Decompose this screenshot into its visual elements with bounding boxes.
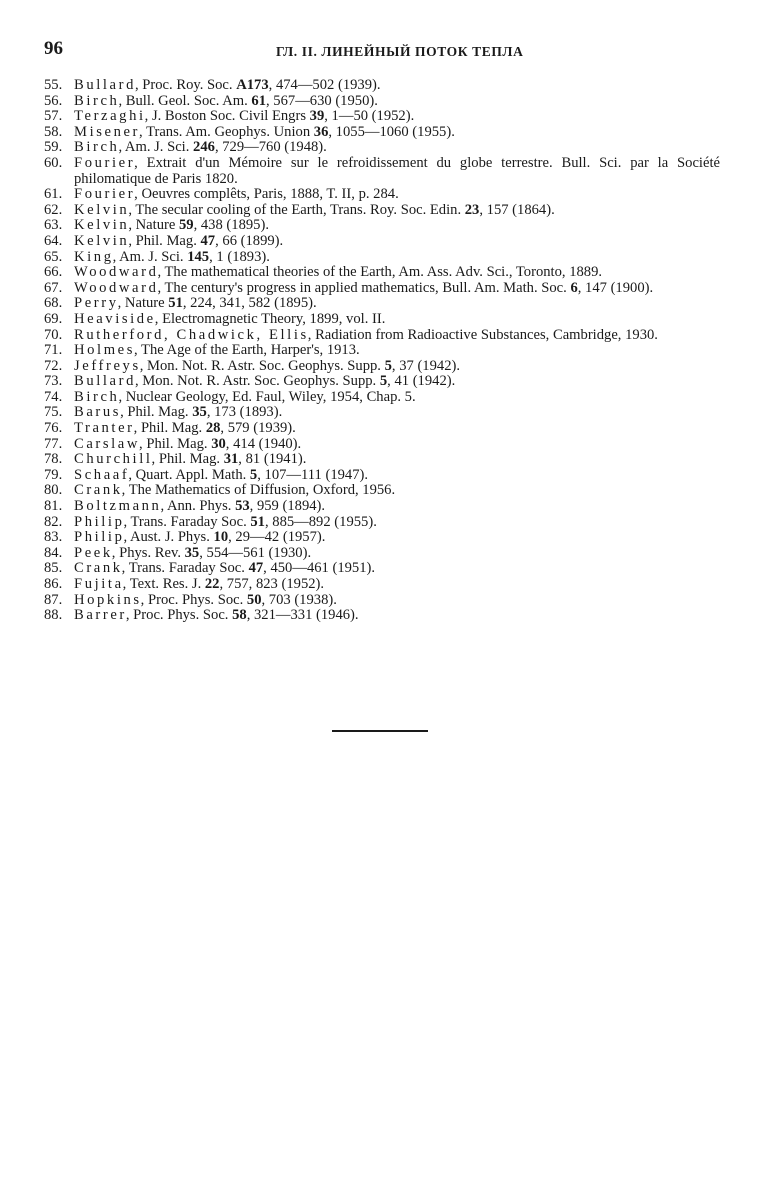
reference-pages-year: , 1055—1060 (1955). [328,123,455,140]
reference-source: , The century's progress in applied mathematics, Bull. Am. Math. Soc. [157,279,571,296]
reference-text [74,234,720,250]
reference-source: , Nuclear Geology, Ed. Faul, Wiley, 1954, Chap. 5. [118,388,416,405]
reference-volume: 35 [184,544,200,561]
reference-source: , Oeuvres complêts, Paris, 1888, T. II, p. 284. [134,186,399,203]
reference-text [74,265,720,281]
reference-item [44,468,720,484]
reference-pages-year: , 66 (1899). [215,232,284,249]
reference-source: , Phys. Rev. [111,544,185,561]
reference-source: , Phil. Mag. [151,451,224,468]
reference-author: Birch [74,139,120,156]
reference-source: , The secular cooling of the Earth, Trans. Roy. Soc. Edin. [128,201,465,218]
reference-text [74,109,720,125]
reference-text [74,405,720,421]
reference-text [74,140,720,156]
reference-volume: 246 [193,139,215,156]
reference-author: Fourier [74,154,136,171]
reference-text [74,546,720,562]
reference-source: , Proc. Roy. Soc. [134,77,237,93]
reference-item [44,125,720,141]
reference-item [44,530,720,546]
reference-number: 64. [44,232,63,249]
reference-text [74,390,720,406]
reference-pages-year: , 414 (1940). [225,435,302,452]
reference-author: Crank [74,560,123,577]
reference-item [44,405,720,421]
reference-author: Peek [74,544,113,561]
reference-number: 62. [44,201,63,218]
reference-author: King [74,248,114,265]
reference-pages-year: , 81 (1941). [238,451,307,468]
reference-author: Carslaw [74,435,141,452]
reference-text [74,530,720,546]
reference-text [74,515,720,531]
reference-item [44,94,720,110]
reference-source: , The Age of the Earth, Harper's, 1913. [134,342,360,359]
reference-source: , Phil. Mag. [133,420,206,437]
reference-author: Bullard [74,77,136,93]
reference-text [74,125,720,141]
reference-item [44,281,720,297]
reference-pages-year: , 567—630 (1950). [266,92,378,109]
reference-text [74,468,720,484]
reference-volume: 5 [384,357,392,374]
reference-author: Fujita [74,576,124,592]
reference-volume: 50 [246,591,262,608]
reference-pages-year: , 885—892 (1955). [264,513,377,530]
reference-number: 72. [44,357,63,374]
reference-pages-year: , 1 (1893). [209,248,270,265]
reference-item [44,374,720,390]
reference-number: 83. [44,529,63,546]
reference-number: 68. [44,295,63,312]
reference-author: Churchill [74,451,153,468]
reference-number: 57. [44,108,63,125]
reference-author: Philip [74,529,125,546]
reference-item [44,593,720,609]
reference-volume: 23 [464,201,480,218]
reference-volume: 59 [178,217,194,234]
reference-source: , Trans. Faraday Soc. [123,513,251,530]
reference-volume: A173 [236,77,269,93]
reference-item [44,234,720,250]
reference-volume: 5 [249,466,258,483]
reference-number: 74. [44,388,63,405]
reference-item [44,390,720,406]
reference-volume: 51 [250,513,265,530]
reference-author: Birch [74,92,120,109]
reference-item [44,203,720,219]
reference-source: , Mon. Not. R. Astr. Soc. Geophys. Supp. [134,373,380,390]
reference-author: Heaviside [74,310,156,327]
reference-item [44,78,720,94]
reference-number: 69. [44,310,63,327]
reference-volume: 39 [309,108,325,125]
reference-text [74,561,720,577]
reference-item [44,561,720,577]
reference-number: 61. [44,186,63,203]
reference-item [44,515,720,531]
reference-item [44,265,720,281]
reference-item [44,156,720,187]
reference-volume: 35 [192,404,207,421]
reference-pages-year: , 107—111 (1947). [257,466,369,483]
reference-number: 73. [44,373,63,390]
reference-author: Barrer [74,607,127,624]
reference-number: 81. [44,498,63,515]
reference-text [74,78,720,94]
reference-pages-year: , 224, 341, 582 (1895). [182,295,317,312]
reference-text [74,483,720,499]
reference-item [44,296,720,312]
reference-volume: 47 [200,232,216,249]
reference-source: , Am. J. Sci. [112,248,188,265]
reference-number: 66. [44,264,63,281]
reference-author: Schaaf [74,466,130,483]
reference-item [44,452,720,468]
reference-volume: 145 [187,248,210,265]
reference-source: , Am. J. Sci. [118,139,194,156]
reference-volume: 10 [213,529,229,546]
reference-source: , Mon. Not. R. Astr. Soc. Geophys. Supp. [139,357,385,374]
reference-number: 67. [44,279,63,296]
reference-number: 87. [44,591,63,608]
reference-item [44,250,720,266]
reference-pages-year: , 173 (1893). [206,404,283,421]
reference-text [74,281,720,297]
reference-number: 88. [44,607,63,624]
reference-source: , Text. Res. J. [122,576,205,592]
reference-number: 60. [44,154,63,171]
reference-text [74,250,720,266]
reference-number: 82. [44,513,63,530]
reference-text [74,343,720,359]
reference-pages-year: , 29—42 (1957). [228,529,326,546]
reference-volume: 22 [204,576,220,592]
reference-number: 59. [44,139,63,156]
reference-pages-year: , 321—331 (1946). [246,607,359,624]
reference-author: Birch [74,388,120,405]
reference-text [74,421,720,437]
reference-author: Crank [74,482,123,499]
reference-pages-year: , 757, 823 (1952). [219,576,325,592]
reference-pages-year: , 703 (1938). [261,591,337,608]
reference-number: 76. [44,420,63,437]
reference-item [44,187,720,203]
reference-author: Woodward [74,264,159,281]
reference-author: Fourier [74,186,136,203]
reference-pages-year: , 1—50 (1952). [324,108,415,125]
reference-pages-year: , 147 (1900). [577,279,654,296]
reference-author: Rutherford, Chadwick, Ellis [74,326,309,343]
reference-source: , Trans. Am. Geophys. Union [139,123,314,140]
reference-item [44,577,720,593]
reference-volume: 58 [232,607,247,624]
reference-pages-year: , 37 (1942). [391,357,461,374]
reference-source: , Trans. Faraday Soc. [121,560,249,577]
reference-author: Kelvin [74,217,130,234]
reference-author: Kelvin [74,232,130,249]
reference-item [44,546,720,562]
reference-text [74,296,720,312]
reference-source: , The Mathematics of Diffusion, Oxford, 1956. [121,482,396,499]
reference-list [44,78,720,624]
reference-author: Terzaghi [74,108,146,125]
reference-number: 70. [44,326,63,343]
reference-author: Barus [74,404,122,421]
reference-source: , Electromagnetic Theory, 1899, vol. II. [154,310,386,327]
reference-number: 85. [44,560,63,577]
reference-source: , Nature [128,217,179,234]
reference-item [44,483,720,499]
reference-item [44,499,720,515]
reference-item [44,109,720,125]
reference-text [74,312,720,328]
reference-pages-year: , 157 (1864). [479,201,555,218]
reference-item [44,343,720,359]
reference-author: Holmes [74,342,135,359]
reference-number: 78. [44,451,63,468]
reference-volume: 53 [235,498,250,515]
reference-source: , Proc. Phys. Soc. [140,591,247,608]
reference-text [74,499,720,515]
reference-text [74,593,720,609]
reference-author: Kelvin [74,201,130,218]
reference-text [74,608,720,624]
reference-pages-year: , 554—561 (1930). [199,544,312,561]
reference-volume: 30 [211,435,226,452]
reference-text [74,203,720,219]
reference-number: 65. [44,248,63,265]
reference-item [44,312,720,328]
reference-source: , Nature [117,295,169,312]
reference-number: 79. [44,466,63,483]
reference-pages-year: , 959 (1894). [249,498,326,515]
reference-volume: 36 [313,123,329,140]
reference-author: Philip [74,513,125,530]
reference-text [74,577,720,593]
reference-pages-year: , 450—461 (1951). [263,560,376,577]
reference-author: Jeffreys [74,357,141,374]
reference-source: , Bull. Geol. Soc. Am. [118,92,252,109]
reference-volume: 31 [223,451,239,468]
reference-text [74,156,720,187]
reference-author: Hopkins [74,591,142,608]
reference-number: 56. [44,92,63,109]
reference-source: , Ann. Phys. [160,498,236,515]
end-rule [332,730,428,732]
reference-source: , J. Boston Soc. Civil Engrs [144,108,310,125]
reference-author: Woodward [74,279,159,296]
reference-number: 63. [44,217,63,234]
reference-volume: 5 [379,373,388,390]
reference-number: 58. [44,123,63,140]
reference-text [74,94,720,110]
reference-text [74,328,720,344]
reference-source: , The mathematical theories of the Earth, Am. Ass. Adv. Sci., Toronto, 1889. [157,264,603,281]
reference-item [44,421,720,437]
reference-text [74,374,720,390]
running-head: ГЛ. II. ЛИНЕЙНЫЙ ПОТОК ТЕПЛА [276,44,524,59]
reference-volume: 6 [570,279,578,296]
reference-item [44,359,720,375]
reference-author: Perry [74,295,119,312]
reference-source: , Proc. Phys. Soc. [125,607,233,624]
reference-number: 75. [44,404,63,421]
reference-item [44,437,720,453]
reference-source: , Extrait d'un Mémoire sur le refroidissement du globe terrestre. Bull. Sci. par la Société philomatique de Paris 1820. [74,154,720,187]
reference-text [74,437,720,453]
reference-pages-year: , 729—760 (1948). [214,139,327,156]
reference-volume: 51 [168,295,183,312]
reference-item [44,608,720,624]
reference-pages-year: , 438 (1895). [193,217,269,234]
reference-item [44,218,720,234]
reference-item [44,328,720,344]
reference-pages-year: , 474—502 (1939). [268,77,381,93]
reference-source: , Phil. Mag. [128,232,201,249]
reference-volume: 61 [251,92,266,109]
reference-source: , Aust. J. Phys. [123,529,214,546]
reference-number: 80. [44,482,63,499]
reference-text [74,452,720,468]
reference-text [74,218,720,234]
reference-source: , Quart. Appl. Math. [128,466,250,483]
reference-volume: 47 [248,560,264,577]
reference-author: Bullard [74,373,136,390]
reference-text [74,359,720,375]
reference-item [44,140,720,156]
reference-number: 86. [44,576,63,592]
reference-volume: 28 [205,420,221,437]
reference-pages-year: , 579 (1939). [220,420,296,437]
reference-number: 71. [44,342,63,359]
reference-author: Misener [74,123,141,140]
reference-source: , Radiation from Radioactive Substances, Cambridge, 1930. [307,326,658,343]
reference-pages-year: , 41 (1942). [387,373,456,390]
reference-number: 84. [44,544,63,561]
reference-text [74,187,720,203]
page-number: 96 [44,38,63,59]
reference-number: 55. [44,77,63,93]
reference-source: , Phil. Mag. [139,435,212,452]
reference-source: , Phil. Mag. [120,404,193,421]
reference-number: 77. [44,435,63,452]
reference-author: Boltzmann [74,498,162,515]
reference-author: Tranter [74,420,135,437]
